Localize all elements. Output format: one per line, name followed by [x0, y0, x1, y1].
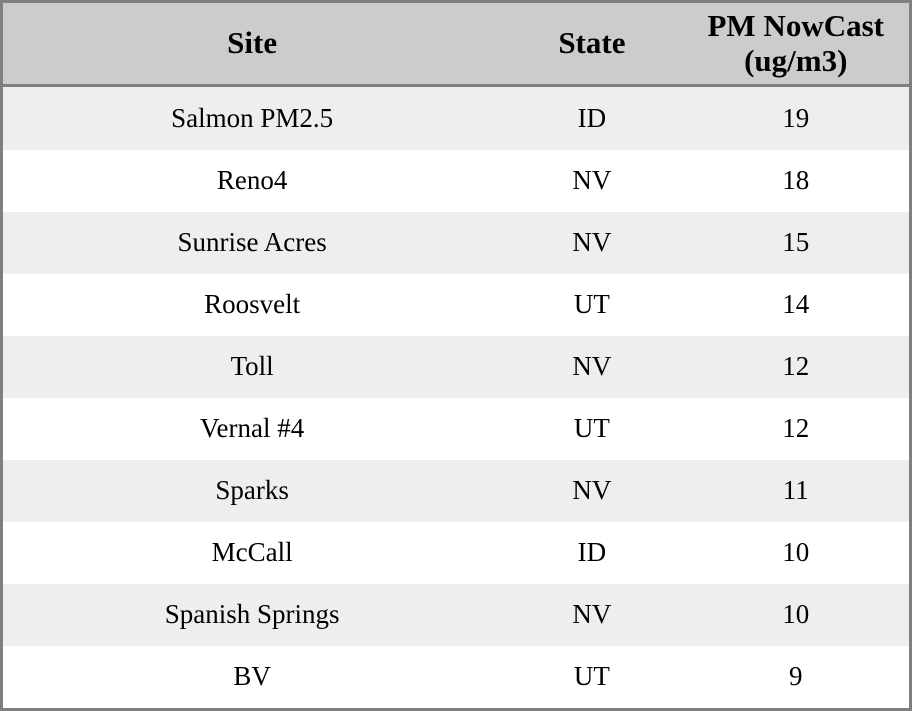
cell-state: NV [501, 460, 682, 522]
cell-pm-nowcast: 19 [682, 86, 909, 150]
cell-site: Roosvelt [3, 274, 501, 336]
column-header-pm-nowcast: PM NowCast (ug/m3) [682, 3, 909, 86]
cell-pm-nowcast: 15 [682, 212, 909, 274]
cell-site: Reno4 [3, 150, 501, 212]
column-header-state: State [501, 3, 682, 86]
cell-state: NV [501, 212, 682, 274]
cell-site: Vernal #4 [3, 398, 501, 460]
table-row [3, 274, 909, 336]
table-row [3, 460, 909, 522]
cell-state: UT [501, 274, 682, 336]
cell-site: BV [3, 646, 501, 708]
cell-pm-nowcast: 12 [682, 398, 909, 460]
cell-pm-nowcast: 14 [682, 274, 909, 336]
cell-pm-nowcast: 12 [682, 336, 909, 398]
cell-state: NV [501, 150, 682, 212]
cell-pm-nowcast: 10 [682, 584, 909, 646]
cell-site: Sparks [3, 460, 501, 522]
cell-pm-nowcast: 11 [682, 460, 909, 522]
table-row [3, 398, 909, 460]
cell-state: UT [501, 398, 682, 460]
cell-state: NV [501, 336, 682, 398]
cell-pm-nowcast: 10 [682, 522, 909, 584]
table-row [3, 522, 909, 584]
table-body [3, 86, 909, 708]
table-row [3, 150, 909, 212]
cell-state: ID [501, 522, 682, 584]
cell-site: McCall [3, 522, 501, 584]
table-row [3, 336, 909, 398]
column-header-site: Site [3, 3, 501, 86]
cell-pm-nowcast: 9 [682, 646, 909, 708]
cell-site: Spanish Springs [3, 584, 501, 646]
cell-pm-nowcast: 18 [682, 150, 909, 212]
table-header [3, 3, 909, 86]
table-row [3, 86, 909, 150]
cell-site: Toll [3, 336, 501, 398]
pm-nowcast-table [3, 3, 909, 708]
cell-state: NV [501, 584, 682, 646]
cell-site: Sunrise Acres [3, 212, 501, 274]
table-row [3, 212, 909, 274]
cell-state: ID [501, 86, 682, 150]
table-header-row [3, 3, 909, 86]
table-row [3, 646, 909, 708]
table-row [3, 584, 909, 646]
cell-site: Salmon PM2.5 [3, 86, 501, 150]
cell-state: UT [501, 646, 682, 708]
